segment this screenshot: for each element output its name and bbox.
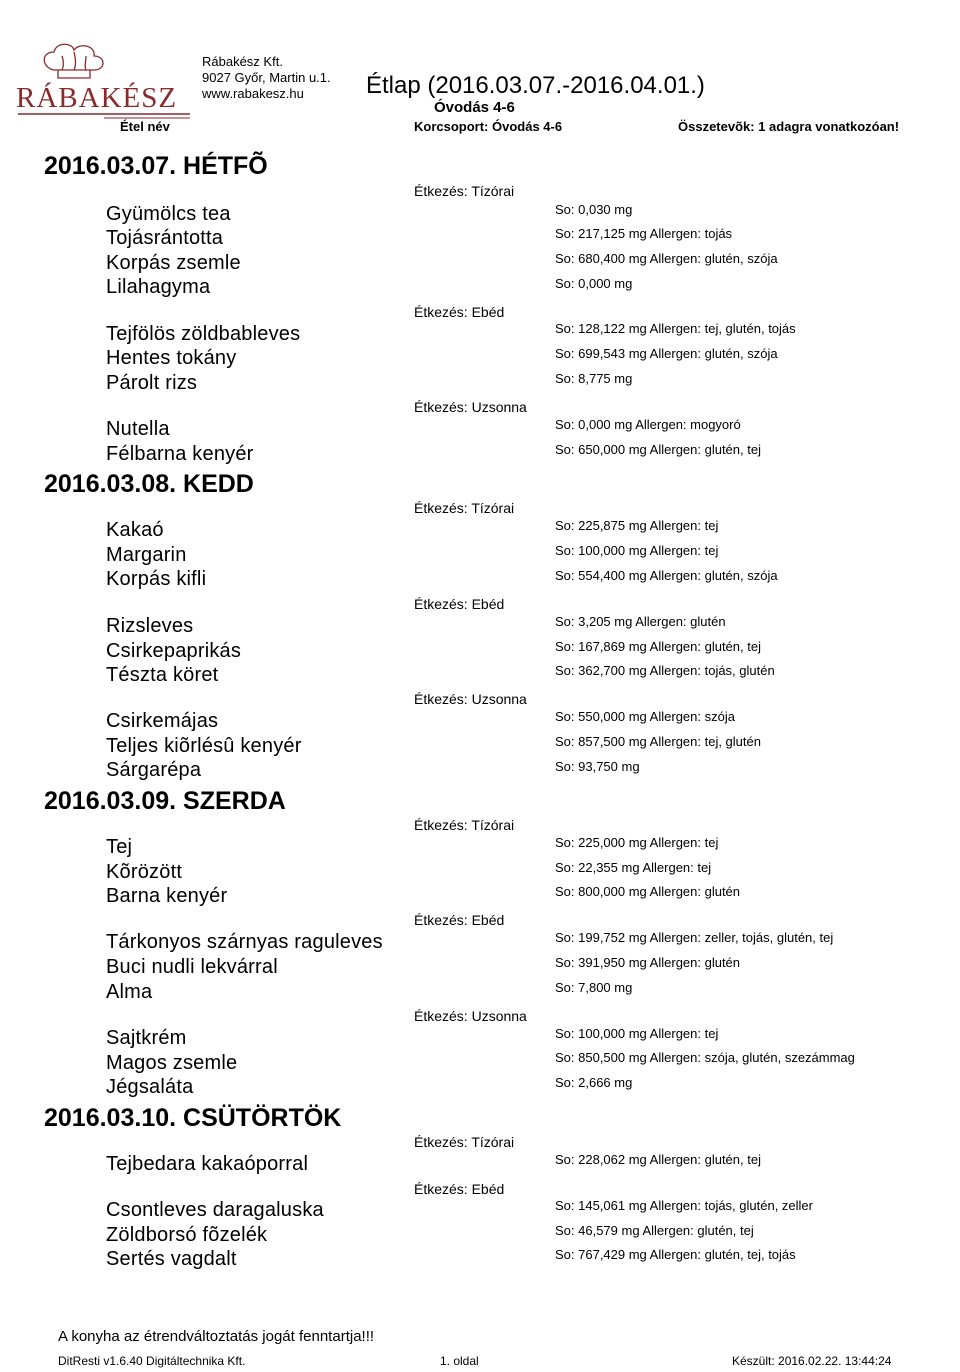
meal-label: Étkezés: Tízórai: [414, 500, 515, 516]
dish-name: Korpás kifli: [106, 568, 207, 590]
dish-nutrition: So: 554,400 mg Allergen: glutén, szója: [555, 568, 778, 583]
column-header-dish: Étel név: [120, 119, 170, 134]
dish-name: Sárgarépa: [106, 759, 202, 781]
dish-name: Nutella: [106, 418, 170, 440]
dish-name: Csirkemájas: [106, 710, 219, 732]
dish-nutrition: So: 7,800 mg: [555, 980, 633, 995]
day-title: 2016.03.07. HÉTFÕ: [44, 152, 268, 180]
dish-nutrition: So: 8,775 mg: [555, 371, 633, 386]
company-logo: [14, 38, 194, 122]
footer-note: A konyha az étrendváltoztatás jogát fenntartja!!!: [58, 1328, 375, 1345]
dish-name: Gyümölcs tea: [106, 203, 231, 225]
dish-nutrition: So: 22,355 mg Allergen: tej: [555, 860, 712, 875]
dish-nutrition: So: 100,000 mg Allergen: tej: [555, 1026, 719, 1041]
column-header-age-group: Korcsoport: Óvodás 4-6: [414, 119, 563, 134]
dish-name: Rizsleves: [106, 615, 194, 637]
dish-nutrition: So: 225,875 mg Allergen: tej: [555, 518, 719, 533]
dish-nutrition: So: 128,122 mg Allergen: tej, glutén, tojás: [555, 321, 796, 336]
meal-label: Étkezés: Uzsonna: [414, 399, 527, 415]
dish-nutrition: So: 225,000 mg Allergen: tej: [555, 835, 719, 850]
dish-name: Tojásrántotta: [106, 227, 224, 249]
dish-nutrition: So: 2,666 mg: [555, 1075, 633, 1090]
dish-nutrition: So: 850,500 mg Allergen: szója, glutén, szezámmag: [555, 1050, 855, 1065]
dish-name: Csontleves daragaluska: [106, 1199, 324, 1221]
dish-nutrition: So: 100,000 mg Allergen: tej: [555, 543, 719, 558]
dish-name: Tárkonyos szárnyas raguleves: [106, 931, 383, 953]
page-title: Étlap (2016.03.07.-2016.04.01.): [366, 72, 705, 99]
company-website: www.rabakesz.hu: [202, 86, 304, 101]
meal-label: Étkezés: Ebéd: [414, 1181, 505, 1197]
dish-nutrition: So: 680,400 mg Allergen: glutén, szója: [555, 251, 778, 266]
dish-nutrition: So: 46,579 mg Allergen: glutén, tej: [555, 1223, 754, 1238]
dish-nutrition: So: 145,061 mg Allergen: tojás, glutén, zeller: [555, 1198, 813, 1213]
day-title: 2016.03.08. KEDD: [44, 470, 254, 498]
dish-name: Kõrözött: [106, 861, 183, 883]
dish-nutrition: So: 550,000 mg Allergen: szója: [555, 709, 735, 724]
dish-name: Lilahagyma: [106, 276, 211, 298]
dish-nutrition: So: 650,000 mg Allergen: glutén, tej: [555, 442, 761, 457]
footer-created: Készült: 2016.02.22. 13:44:24: [732, 1354, 892, 1368]
dish-nutrition: So: 767,429 mg Allergen: glutén, tej, tojás: [555, 1247, 796, 1262]
dish-name: Tejbedara kakaóporral: [106, 1153, 309, 1175]
meal-label: Étkezés: Ebéd: [414, 596, 505, 612]
dish-nutrition: So: 857,500 mg Allergen: tej, glutén: [555, 734, 761, 749]
dish-name: Kakaó: [106, 519, 164, 541]
logo-text: RÁBAKÉSZ: [16, 82, 178, 114]
day-title: 2016.03.10. CSÜTÖRTÖK: [44, 1104, 342, 1132]
dish-name: Sajtkrém: [106, 1027, 187, 1049]
dish-name: Párolt rizs: [106, 372, 198, 394]
page-subtitle: Óvodás 4-6: [434, 99, 515, 116]
dish-nutrition: So: 699,543 mg Allergen: glutén, szója: [555, 346, 778, 361]
dish-name: Korpás zsemle: [106, 252, 241, 274]
dish-name: Tészta köret: [106, 664, 219, 686]
dish-name: Alma: [106, 981, 153, 1003]
dish-nutrition: So: 217,125 mg Allergen: tojás: [555, 226, 733, 241]
dish-name: Magos zsemle: [106, 1052, 238, 1074]
dish-nutrition: So: 228,062 mg Allergen: glutén, tej: [555, 1152, 761, 1167]
dish-nutrition: So: 362,700 mg Allergen: tojás, glutén: [555, 663, 775, 678]
dish-name: Barna kenyér: [106, 885, 228, 907]
dish-nutrition: So: 93,750 mg: [555, 759, 640, 774]
meal-label: Étkezés: Ebéd: [414, 304, 505, 320]
day-title: 2016.03.09. SZERDA: [44, 787, 286, 815]
dish-nutrition: So: 3,205 mg Allergen: glutén: [555, 614, 726, 629]
dish-nutrition: So: 167,869 mg Allergen: glutén, tej: [555, 639, 761, 654]
meal-label: Étkezés: Tízórai: [414, 817, 515, 833]
dish-name: Tejfölös zöldbableves: [106, 323, 301, 345]
dish-nutrition: So: 0,000 mg: [555, 276, 633, 291]
dish-name: Teljes kiõrlésû kenyér: [106, 735, 302, 757]
company-name: Rábakész Kft.: [202, 54, 283, 69]
dish-nutrition: So: 800,000 mg Allergen: glutén: [555, 884, 741, 899]
dish-name: Tej: [106, 836, 133, 858]
meal-label: Étkezés: Tízórai: [414, 1134, 515, 1150]
dish-name: Margarin: [106, 544, 187, 566]
meal-label: Étkezés: Ebéd: [414, 912, 505, 928]
dish-name: Sertés vagdalt: [106, 1248, 237, 1270]
dish-name: Buci nudli lekvárral: [106, 956, 278, 978]
dish-nutrition: So: 199,752 mg Allergen: zeller, tojás, glutén, tej: [555, 930, 834, 945]
dish-name: Csirkepaprikás: [106, 640, 242, 662]
meal-label: Étkezés: Tízórai: [414, 183, 515, 199]
dish-nutrition: So: 0,000 mg Allergen: mogyoró: [555, 417, 741, 432]
company-address: 9027 Győr, Martin u.1.: [202, 70, 331, 85]
dish-nutrition: So: 391,950 mg Allergen: glutén: [555, 955, 741, 970]
meal-label: Étkezés: Uzsonna: [414, 1008, 527, 1024]
dish-name: Félbarna kenyér: [106, 443, 254, 465]
dish-nutrition: So: 0,030 mg: [555, 202, 633, 217]
footer-software: DitResti v1.6.40 Digitáltechnika Kft.: [58, 1354, 246, 1368]
column-header-ingredients: Összetevõk: 1 adagra vonatkozóan!: [678, 119, 900, 134]
dish-name: Hentes tokány: [106, 347, 237, 369]
dish-name: Zöldborsó fõzelék: [106, 1224, 268, 1246]
dish-name: Jégsaláta: [106, 1076, 194, 1098]
meal-label: Étkezés: Uzsonna: [414, 691, 527, 707]
footer-page-number: 1. oldal: [440, 1354, 479, 1368]
